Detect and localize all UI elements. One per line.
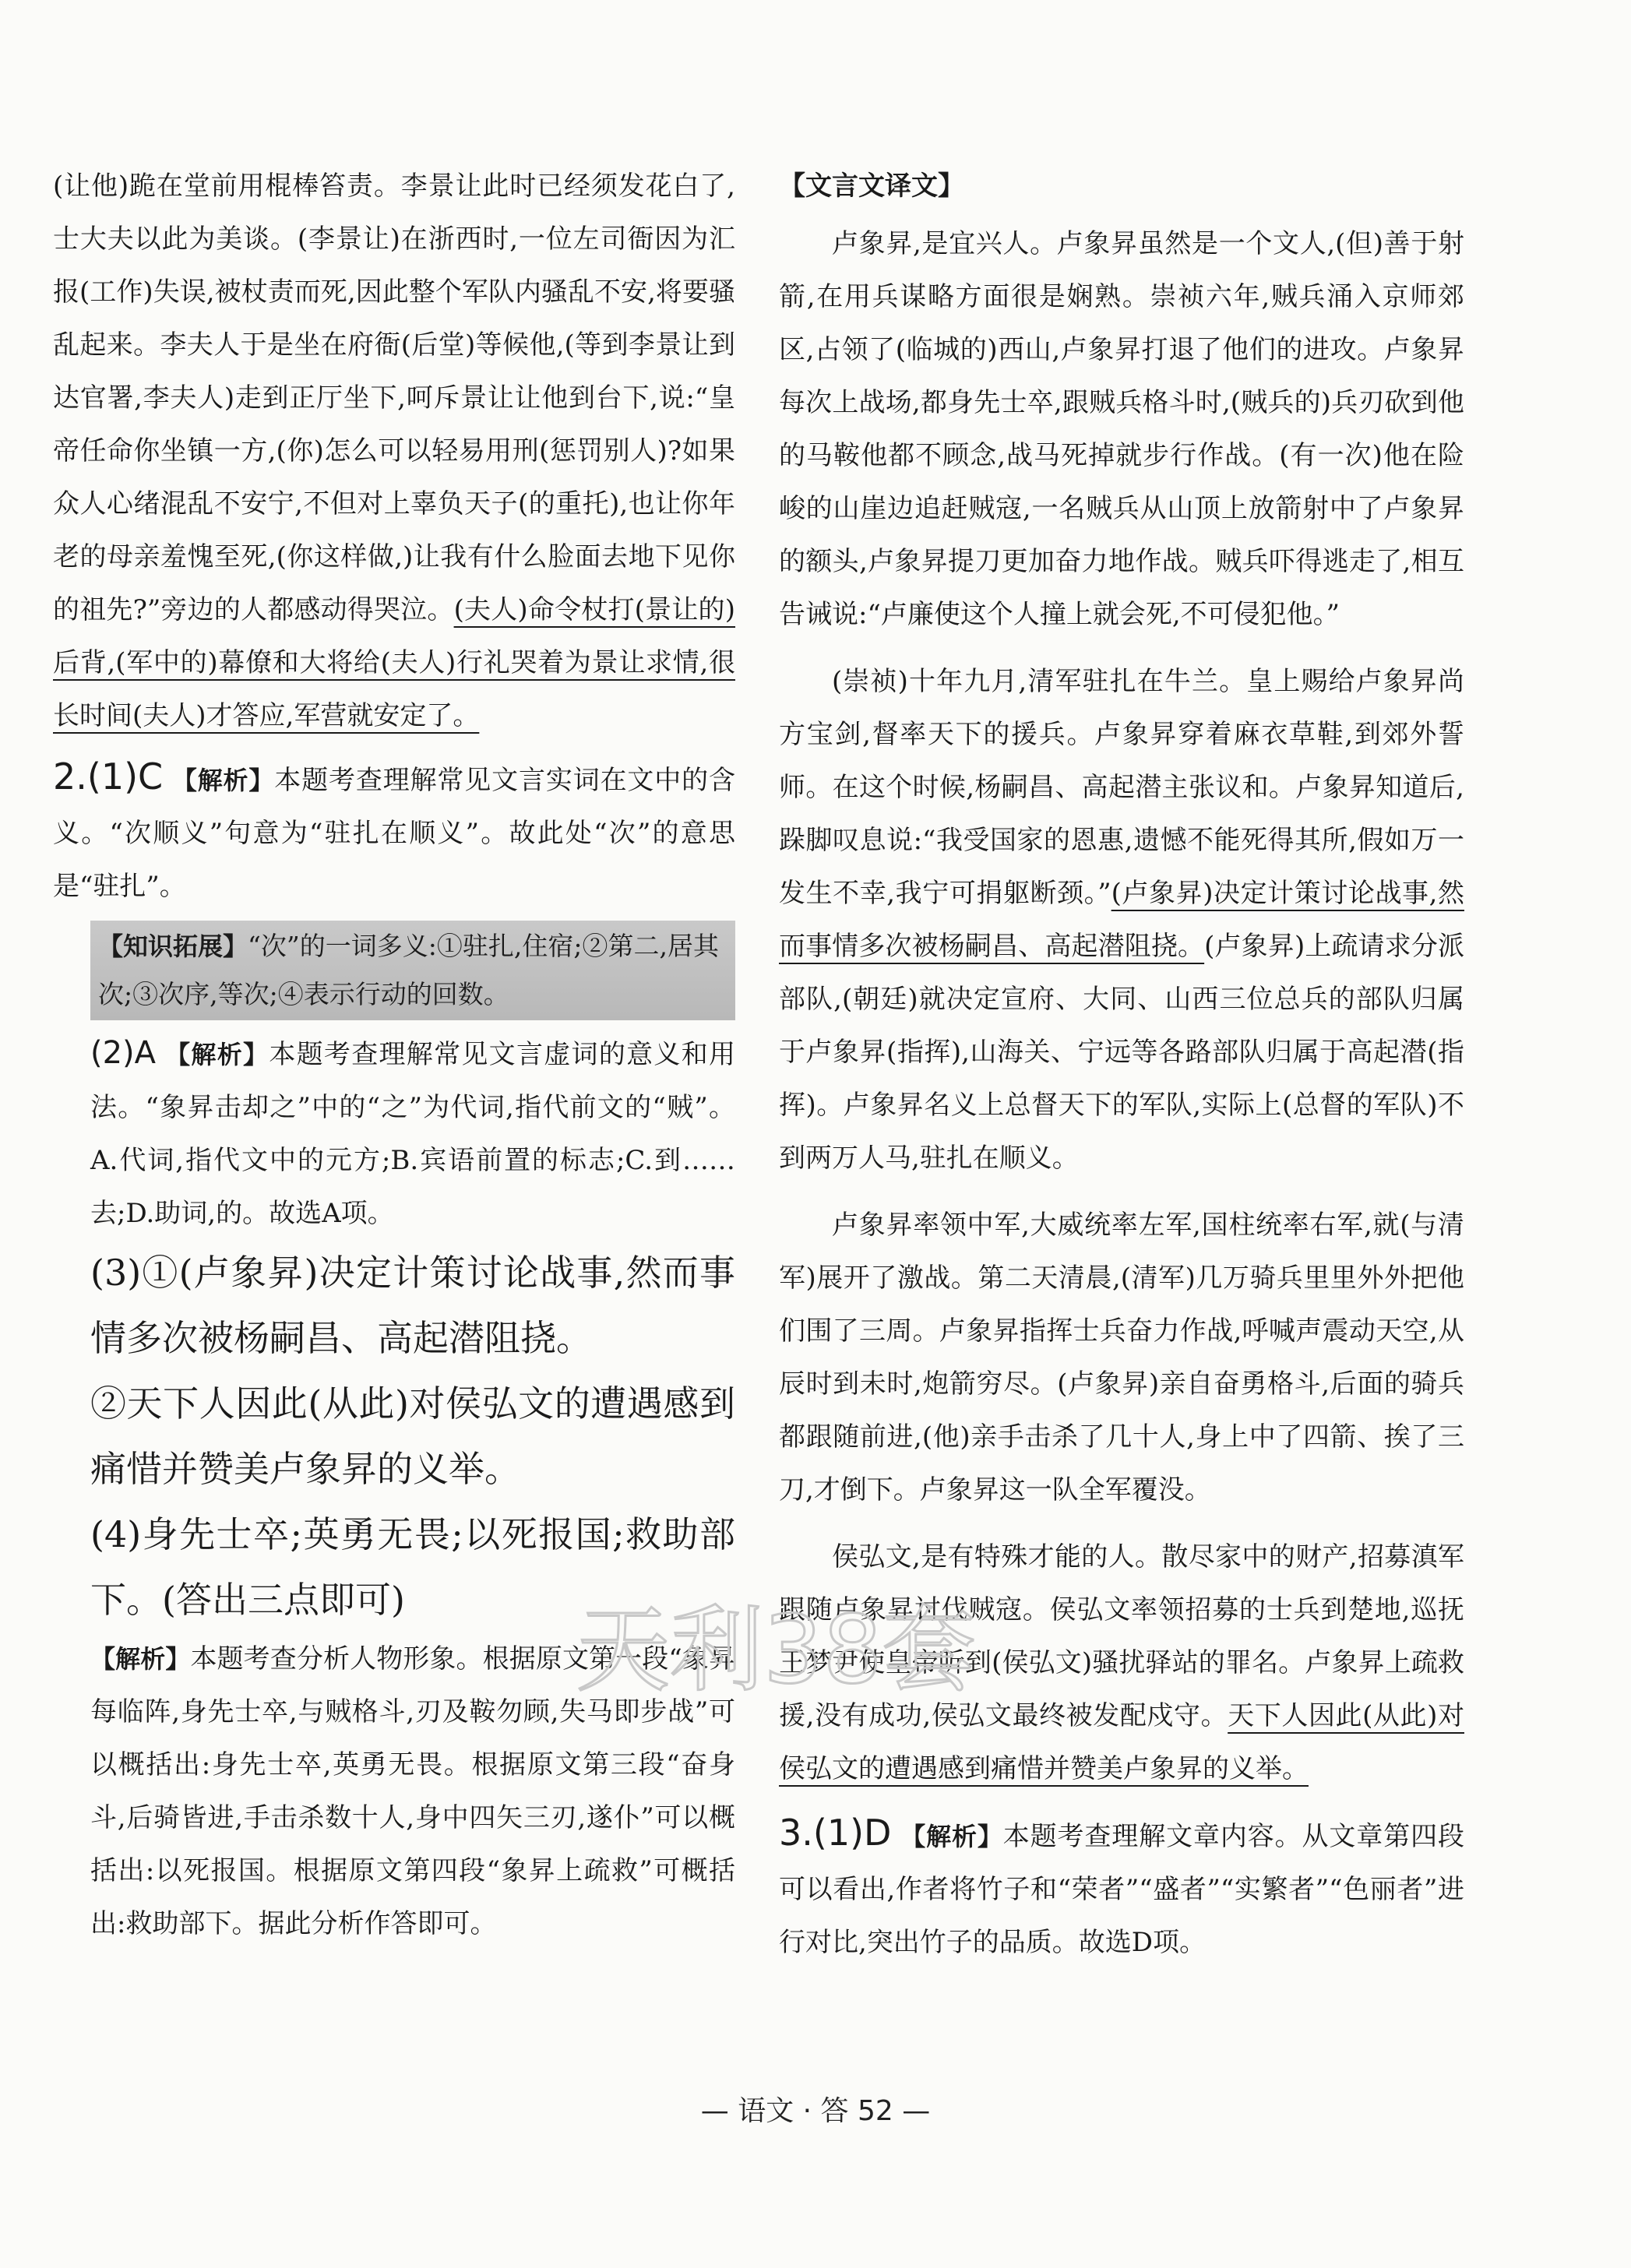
answer-3-1-label: (1)D <box>812 1812 892 1854</box>
answer-3-1-analysis: 本题考查理解文章内容。从文章第四段可以看出,作者将竹子和“荣者”“盛者”“实繁者”“色丽者”进行对比,突出竹子的品质。故选D项。 <box>779 1821 1464 1958</box>
para-2-rest: (卢象昇)上疏请求分派部队,(朝廷)就决定宣府、大同、山西三位总兵的部队归属于卢象昇(指挥),山海关、宁远等各路部队归属于高起潜(指挥)。卢象昇名义上总督天下的军队,实际上(总督的军队)不到两万人马,驻扎在顺义。 <box>779 931 1465 1174</box>
translation-para-1: 卢象昇,是宜兴人。卢象昇虽然是一个文人,(但)善于射箭,在用兵谋略方面很是娴熟。崇祯六年,贼兵涌入京师郊区,占领了(临城的)西山,卢象昇打退了他们的进攻。卢象昇每次上战场,都身先士卒,跟贼兵格斗时,(贼兵的)兵刃砍到他的马鞍他都不顾念,战马死掉就步行作战。(有一次)他在险峻的山崖边追赶贼寇,一名贼兵从山顶上放箭射中了卢象昇的额头,卢象昇提刀更加奋力地作战。贼兵吓得逃走了,相互告诫说:“卢廉使这个人撞上就会死,不可侵犯他。” <box>779 228 1464 630</box>
translation-para-4 <box>779 1530 1464 1795</box>
analysis-tag: 【解析】 <box>90 1644 191 1674</box>
knowledge-box <box>90 921 735 1020</box>
answer-2-3-line1: (3)①(卢象昇)决定计策讨论战事,然而事情多次被杨嗣昌、高起潜阻挠。 <box>90 1252 735 1359</box>
question-3-number: 3. <box>779 1812 813 1854</box>
answer-2-4: (4)身先士卒;英勇无畏;以死报国;救助部下。(答出三点即可) <box>90 1513 735 1621</box>
translation-continuation <box>53 160 735 742</box>
analysis-tag: 【解析】 <box>165 1040 269 1069</box>
right-column <box>779 160 1464 1969</box>
translation-plain: (让他)跪在堂前用棍棒笞责。李景让此时已经须发花白了,士大夫以此为美谈。(李景让)在浙西时,一位左司衙因为汇报(工作)失误,被杖责而死,因此整个军队内骚乱不安,将要骚乱起来。李夫人于是坐在府衙(后堂)等候他,(等到李景让到达官署,李夫人)走到正厅坐下,呵斥景让让他到台下,说:“皇帝任命你坐镇一方,(你)怎么可以轻易用刑(惩罚别人)?如果众人心绪混乱不安宁,不但对上辜负天子(的重托),也让你年老的母亲羞愧至死,(你这样做,)让我有什么脸面去地下见你的祖先?”旁边的人都感动得哭泣。 <box>53 171 735 625</box>
translation-para-2 <box>779 655 1464 1185</box>
knowledge-text: “次”的一词多义:①驻扎,住宿;②第二,居其次;③次序,等次;④表示行动的回数。 <box>98 931 719 1009</box>
page-footer: — 语文 · 答 52 — <box>700 2095 931 2127</box>
para-4-plain: 侯弘文,是有特殊才能的人。散尽家中的财产,招募滇军跟随卢象昇讨伐贼寇。侯弘文率领招募的士兵到楚地,巡抚王梦尹使皇帝听到(侯弘文)骚扰驿站的罪名。卢象昇上疏救援,没有成功,侯弘文最终被发配戍守。 <box>779 1541 1464 1731</box>
answer-2-1-label: (1)C <box>86 755 164 798</box>
answer-2-2-label: (2)A <box>90 1035 157 1071</box>
translation-underlined: (夫人)命令杖打(景让的)后背,(军中的)幕僚和大将给(夫人)行礼哭着为景让求情,很长时间(夫人)才答应,军营就安定了。 <box>53 594 736 731</box>
watermark-text: 天利38套 <box>576 1597 976 1705</box>
answer-2-1-analysis: 本题考查理解常见文言实词在文中的含义。“次顺义”句意为“驻扎在顺义”。故此处“次”的意思是“驻扎”。 <box>53 765 735 902</box>
answer-2-3-line2: ②天下人因此(从此)对侯弘文的遭遇感到痛惜并赞美卢象昇的义举。 <box>90 1382 735 1490</box>
answer-2-2 <box>53 1027 735 1240</box>
translation-para-3: 卢象昇率领中军,大威统率左军,国柱统率右军,就(与清军)展开了激战。第二天清晨,(清军)几万骑兵里里外外把他们围了三周。卢象昇指挥士兵奋力作战,呼喊声震动天空,从辰时到未时,炮箭穷尽。(卢象昇)亲自奋勇格斗,后面的骑兵都跟随前进,(他)亲手击杀了几十人,身上中了四箭、挨了三刀,才倒下。卢象昇这一队全军覆没。 <box>779 1210 1464 1506</box>
para-2-plain: (崇祯)十年九月,清军驻扎在牛兰。皇上赐给卢象昇尚方宝剑,督率天下的援兵。卢象昇穿着麻衣草鞋,到郊外誓师。在这个时候,杨嗣昌、高起潜主张议和。卢象昇知道后,跺脚叹息说:“我受国家的恩惠,遗憾不能死得其所,假如万一发生不幸,我宁可捐躯断颈。” <box>779 666 1464 909</box>
answer-2-2-analysis: 本题考查理解常见文言虚词的意义和用法。“象昇击却之”中的“之”为代词,指代前文的“贼”。A.代词,指代文中的元方;B.宾语前置的标志;C.到……去;D.助词,的。故选A项。 <box>90 1039 735 1229</box>
left-column <box>53 160 735 1950</box>
para-2-underlined: (卢象昇)决定计策讨论战事,然而事情多次被杨嗣昌、高起潜阻挠。 <box>779 878 1464 962</box>
para-4-underlined: 天下人因此(从此)对侯弘文的遭遇感到痛惜并赞美卢象昇的义举。 <box>779 1700 1464 1784</box>
knowledge-tag: 【知识拓展】 <box>98 932 248 961</box>
analysis-tag: 【解析】 <box>900 1822 1003 1851</box>
analysis-tag: 【解析】 <box>171 766 275 795</box>
section-title: 【文言文译文】 <box>779 171 964 202</box>
answer-2-4-analysis: 本题考查分析人物形象。根据原文第一段“象昇每临阵,身先士卒,与贼格斗,刃及鞍勿顾,失马即步战”可以概括出:身先士卒,英勇无畏。根据原文第三段“奋身斗,后骑皆进,手击杀数十人,身中四矢三刃,遂仆”可以概括出:以死报国。根据原文第四段“象昇上疏救”可概括出:救助部下。据此分析作答即可。 <box>90 1643 735 1939</box>
question-2-number: 2. <box>53 755 87 798</box>
question-3 <box>779 1806 1464 1969</box>
answer-2-4-analysis-block <box>53 1632 735 1950</box>
question-2 <box>53 750 735 913</box>
